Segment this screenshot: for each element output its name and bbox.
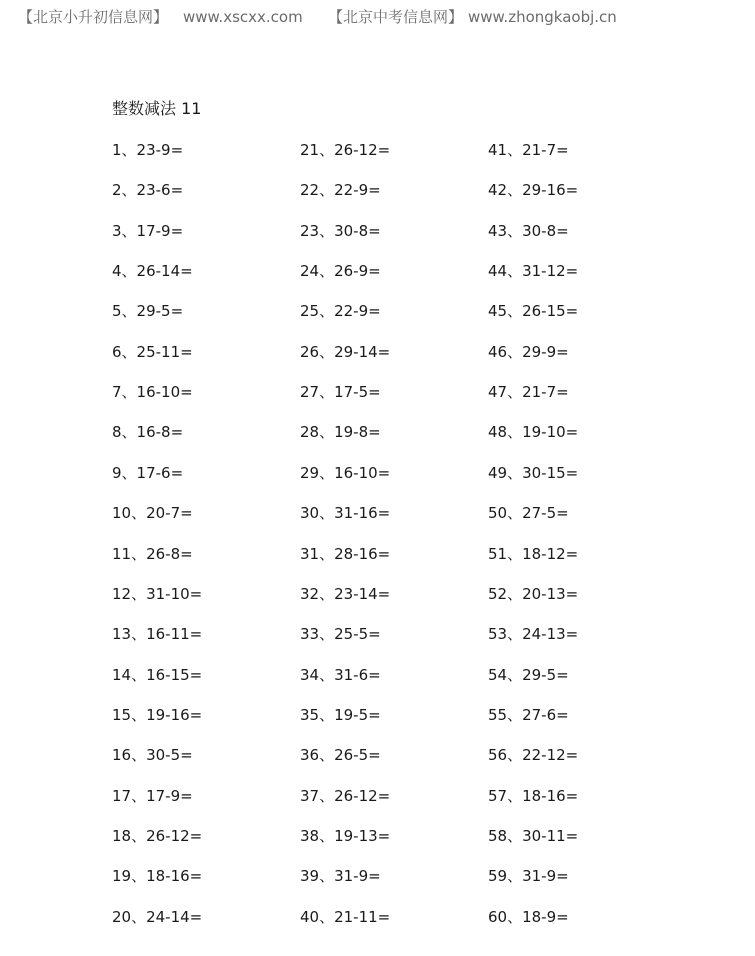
problem-item: 39、31-9= <box>300 867 381 886</box>
problem-item: 49、30-15= <box>488 463 579 482</box>
site2-url[interactable]: www.zhongkaobj.cn <box>468 8 617 26</box>
problem-item: 34、31-6= <box>300 665 381 684</box>
site1-url[interactable]: www.xscxx.com <box>183 8 303 26</box>
problem-item: 8、16-8= <box>112 423 184 442</box>
problem-item: 50、27-5= <box>488 504 569 523</box>
problem-item: 6、25-11= <box>112 342 193 361</box>
problem-item: 12、31-10= <box>112 584 203 603</box>
problem-item: 42、29-16= <box>488 181 579 200</box>
problem-item: 35、19-5= <box>300 705 381 724</box>
problem-item: 55、27-6= <box>488 705 569 724</box>
site2-name: 【北京中考信息网】 <box>328 8 464 26</box>
problem-item: 7、16-10= <box>112 383 193 402</box>
problem-item: 5、29-5= <box>112 302 184 321</box>
problem-item: 31、28-16= <box>300 544 391 563</box>
problem-item: 48、19-10= <box>488 423 579 442</box>
problem-item: 54、29-5= <box>488 665 569 684</box>
problem-item: 27、17-5= <box>300 383 381 402</box>
problem-item: 19、18-16= <box>112 867 203 886</box>
problem-item: 25、22-9= <box>300 302 381 321</box>
problem-item: 1、23-9= <box>112 141 184 159</box>
problem-item: 59、31-9= <box>488 867 569 886</box>
problem-item: 46、29-9= <box>488 342 569 361</box>
problem-item: 29、16-10= <box>300 463 391 482</box>
problem-item: 24、26-9= <box>300 262 381 281</box>
problem-item: 2、23-6= <box>112 181 184 200</box>
problem-item: 15、19-16= <box>112 705 203 724</box>
problem-item: 32、23-14= <box>300 584 391 603</box>
problem-item: 13、16-11= <box>112 625 203 644</box>
problem-item: 10、20-7= <box>112 504 193 523</box>
problem-item: 56、22-12= <box>488 746 579 765</box>
problem-item: 53、24-13= <box>488 625 579 644</box>
problem-item: 20、24-14= <box>112 907 203 926</box>
worksheet-title: 整数减法 11 <box>112 99 202 118</box>
problem-item: 52、20-13= <box>488 584 579 603</box>
problem-item: 16、30-5= <box>112 746 193 765</box>
problem-item: 38、19-13= <box>300 826 391 845</box>
problem-item: 14、16-15= <box>112 665 203 684</box>
problem-item: 37、26-12= <box>300 786 391 805</box>
problem-item: 9、17-6= <box>112 463 184 482</box>
site1-name: 【北京小升初信息网】 <box>18 8 169 26</box>
problem-item: 4、26-14= <box>112 262 193 281</box>
problem-item: 60、18-9= <box>488 907 569 926</box>
problem-item: 28、19-8= <box>300 423 381 442</box>
problem-item: 23、30-8= <box>300 221 381 240</box>
problem-item: 45、26-15= <box>488 302 579 321</box>
problem-item: 57、18-16= <box>488 786 579 805</box>
problem-item: 41、21-7= <box>488 141 569 159</box>
problem-item: 44、31-12= <box>488 262 579 281</box>
problem-item: 33、25-5= <box>300 625 381 644</box>
problem-item: 21、26-12= <box>300 141 391 159</box>
problem-item: 17、17-9= <box>112 786 193 805</box>
problem-item: 40、21-11= <box>300 907 391 926</box>
problem-item: 30、31-16= <box>300 504 391 523</box>
problem-item: 58、30-11= <box>488 826 579 845</box>
problem-item: 22、22-9= <box>300 181 381 200</box>
problem-item: 43、30-8= <box>488 221 569 240</box>
problem-item: 51、18-12= <box>488 544 579 563</box>
problem-item: 11、26-8= <box>112 544 193 563</box>
problem-item: 36、26-5= <box>300 746 381 765</box>
problem-item: 3、17-9= <box>112 221 184 240</box>
problem-item: 47、21-7= <box>488 383 569 402</box>
problem-item: 26、29-14= <box>300 342 391 361</box>
problem-item: 18、26-12= <box>112 826 203 845</box>
